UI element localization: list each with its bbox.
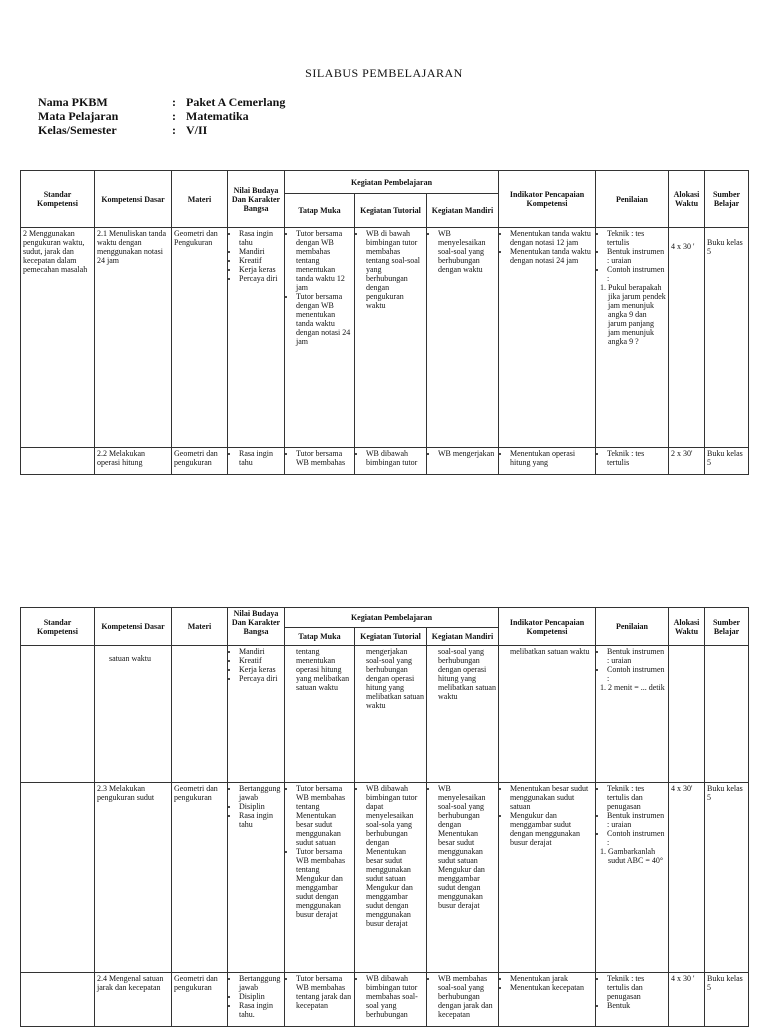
header-sumber-belajar: Sumber Belajar xyxy=(705,171,749,228)
list-item: • WB di bawah bimbingan tutor membahas tentang soal-soal yang berhubungan dengan pengukuran waktu xyxy=(366,229,424,310)
cell-kegiatan-mandiri xyxy=(427,973,499,1027)
list-item: • Mandiri xyxy=(239,647,282,656)
cell-kompetensi-dasar: 2.3 Melakukan pengukuran sudut xyxy=(95,783,172,973)
cell-kegiatan-mandiri xyxy=(427,448,499,475)
list-item: • Rasa ingin tahu xyxy=(239,229,282,247)
list-item: • Mengukur dan menggambar sudut dengan menggunakan busur derajat xyxy=(510,811,593,847)
info-row xyxy=(38,95,285,109)
info-key: Kelas/Semester xyxy=(38,123,117,137)
list-item: 1. Gambarkanlah sudut ABC = 40° xyxy=(608,847,666,865)
info-value: Matematika xyxy=(186,109,249,123)
list-item: • Menentukan operasi hitung yang xyxy=(510,449,593,467)
header-materi: Materi xyxy=(172,608,228,646)
table-row xyxy=(21,973,749,1027)
header-kegiatan-pembelajaran: Kegiatan Pembelajaran xyxy=(285,171,499,194)
cell-kompetensi-dasar: 2.2 Melakukan operasi hitung xyxy=(95,448,172,475)
list-item: • Teknik : tes tertulis xyxy=(607,229,666,247)
list-item: • Rasa ingin tahu xyxy=(239,811,282,829)
cell-alokasi-waktu xyxy=(669,646,705,783)
info-row xyxy=(38,123,285,137)
cell-tatap-muka xyxy=(285,228,355,448)
cell-alokasi-waktu: 4 x 30 ' xyxy=(669,228,705,448)
header-tatap-muka: Tatap Muka xyxy=(285,628,355,646)
cell-indikator xyxy=(499,783,596,973)
cell-kegiatan-tutorial xyxy=(355,228,427,448)
list-item: • Teknik : tes tertulis dan penugasan xyxy=(607,784,666,811)
list-item: • WB dibawah bimbingan tutor xyxy=(366,449,424,467)
header-kegiatan-mandiri: Kegiatan Mandiri xyxy=(427,628,499,646)
cell-nilai xyxy=(228,448,285,475)
header-sumber-belajar: Sumber Belajar xyxy=(705,608,749,646)
list-item: • Tutor bersama WB membahas tentang jarak dan kecepatan xyxy=(296,974,352,1010)
cell-materi: Geometri dan pengukuran xyxy=(172,783,228,973)
list-item: • Contoh instrumen : xyxy=(607,829,666,847)
table-row xyxy=(21,448,749,475)
table-row xyxy=(21,228,749,448)
cell-tatap-muka xyxy=(285,973,355,1027)
list-item: • Menentukan jarak xyxy=(510,974,593,983)
header-kompetensi-dasar: Kompetensi Dasar xyxy=(95,171,172,228)
cell-kompetensi-dasar: 2.4 Mengenal satuan jarak dan kecepatan xyxy=(95,973,172,1027)
cell-standar-kompetensi: 2 Menggunakan pengukuran waktu, sudut, jarak dan kecepatan dalam pemecahan masalah xyxy=(21,228,95,448)
header-kegiatan-pembelajaran: Kegiatan Pembelajaran xyxy=(285,608,499,628)
info-sep: : xyxy=(172,123,176,137)
cell-kompetensi-dasar: satuan waktu xyxy=(95,646,172,783)
cell-kegiatan-tutorial xyxy=(355,448,427,475)
cell-penilaian xyxy=(596,783,669,973)
list-item: • WB membahas soal-soal yang berhubungan dengan jarak dan kecepatan xyxy=(438,974,496,1019)
list-item: • Percaya diri xyxy=(239,274,282,283)
cell-standar-kompetensi xyxy=(21,973,95,1027)
list-item: • WB menyelesaikan soal-soal yang berhubungan dengan Menentukan besar sudut menggunakan sudut satuan Mengukur dan menggambar sudut dengan menggunakan busur derajat xyxy=(438,784,496,910)
cell-indikator xyxy=(499,973,596,1027)
header-alokasi-waktu: Alokasi Waktu xyxy=(669,171,705,228)
list-item: • WB dibawah bimbingan tutor membahas soal-soal yang berhubungan xyxy=(366,974,424,1019)
list-item: • Disiplin xyxy=(239,992,282,1001)
syllabus-table-2 xyxy=(20,607,749,1027)
cell-nilai xyxy=(228,228,285,448)
list-item: • Rasa ingin tahu. xyxy=(239,1001,282,1019)
header-tatap-muka: Tatap Muka xyxy=(285,194,355,228)
cell-kegiatan-tutorial xyxy=(355,973,427,1027)
cell-indikator xyxy=(499,228,596,448)
info-key: Mata Pelajaran xyxy=(38,109,119,123)
list-item: • WB mengerjakan xyxy=(438,449,496,458)
header-indikator: Indikator Pencapaian Kompetensi xyxy=(499,171,596,228)
header-standar-kompetensi: Standar Kompetensi xyxy=(21,608,95,646)
list-item: • Tutor bersama WB membahas tentang Menentukan besar sudut menggunakan sudut satuan xyxy=(296,784,352,847)
list-item: • Tutor bersama dengan WB membahas tentang menentukan tanda waktu 12 jam xyxy=(296,229,352,292)
cell-alokasi-waktu: 2 x 30' xyxy=(669,448,705,475)
cell-indikator: melibatkan satuan waktu xyxy=(499,646,596,783)
list-item: • Kerja keras xyxy=(239,665,282,674)
cell-kegiatan-mandiri: soal-soal yang berhubungan dengan operasi hitung yang melibatkan satuan waktu xyxy=(427,646,499,783)
info-value: V/II xyxy=(186,123,208,137)
header-kegiatan-tutorial: Kegiatan Tutorial xyxy=(355,628,427,646)
info-key: Nama PKBM xyxy=(38,95,108,109)
cell-standar-kompetensi xyxy=(21,783,95,973)
header-standar-kompetensi: Standar Kompetensi xyxy=(21,171,95,228)
cell-tatap-muka xyxy=(285,783,355,973)
list-item: • Menentukan tanda waktu dengan notasi 24 jam xyxy=(510,247,593,265)
header-kompetensi-dasar: Kompetensi Dasar xyxy=(95,608,172,646)
header-nilai-budaya: Nilai Budaya Dan Karakter Bangsa xyxy=(228,608,285,646)
cell-nilai xyxy=(228,783,285,973)
cell-sumber-belajar: Buku kelas 5 xyxy=(705,783,749,973)
cell-penilaian xyxy=(596,973,669,1027)
cell-kegiatan-tutorial: mengerjakan soal-soal yang berhubungan dengan operasi hitung yang melibatkan satuan waktu xyxy=(355,646,427,783)
list-item: • Bentuk instrumen : uraian xyxy=(607,647,666,665)
cell-alokasi-waktu: 4 x 30 ' xyxy=(669,973,705,1027)
cell-penilaian xyxy=(596,448,669,475)
cell-kompetensi-dasar: 2.1 Menuliskan tanda waktu dengan menggunakan notasi 24 jam xyxy=(95,228,172,448)
cell-standar-kompetensi xyxy=(21,448,95,475)
list-item: • Teknik : tes tertulis dan penugasan xyxy=(607,974,666,1001)
list-item: • Bertanggung jawab xyxy=(239,784,282,802)
cell-materi xyxy=(172,646,228,783)
info-sep: : xyxy=(172,109,176,123)
cell-indikator xyxy=(499,448,596,475)
cell-sumber-belajar: Buku kelas 5 xyxy=(705,448,749,475)
list-item: • Teknik : tes tertulis xyxy=(607,449,666,467)
list-item: • Tutor bersama WB membahas xyxy=(296,449,352,467)
cell-nilai xyxy=(228,646,285,783)
list-item: • Menentukan tanda waktu dengan notasi 12 jam xyxy=(510,229,593,247)
cell-materi: Geometri dan pengukuran xyxy=(172,973,228,1027)
cell-tatap-muka: tentang menentukan operasi hitung yang melibatkan satuan waktu xyxy=(285,646,355,783)
list-item: • Bentuk instrumen : uraian xyxy=(607,811,666,829)
document-title: SILABUS PEMBELAJARAN xyxy=(305,66,463,80)
list-item: • WB menyelesaikan soal-soal yang berhubungan dengan waktu xyxy=(438,229,496,274)
header-kegiatan-mandiri: Kegiatan Mandiri xyxy=(427,194,499,228)
list-item: • Kerja keras xyxy=(239,265,282,274)
list-item: • Kreatif xyxy=(239,256,282,265)
list-item: • Menentukan kecepatan xyxy=(510,983,593,992)
list-item: • Bentuk instrumen : uraian xyxy=(607,247,666,265)
cell-standar-kompetensi xyxy=(21,646,95,783)
cell-kegiatan-mandiri xyxy=(427,228,499,448)
info-block xyxy=(38,95,285,137)
list-item: • Kreatif xyxy=(239,656,282,665)
header-penilaian: Penilaian xyxy=(596,171,669,228)
cell-kegiatan-tutorial xyxy=(355,783,427,973)
cell-sumber-belajar xyxy=(705,646,749,783)
list-item: • Contoh instrumen : xyxy=(607,665,666,683)
info-row xyxy=(38,109,285,123)
list-item: • Disiplin xyxy=(239,802,282,811)
list-item: • Mandiri xyxy=(239,247,282,256)
table-row xyxy=(21,646,749,783)
list-item: • Bertanggung jawab xyxy=(239,974,282,992)
info-sep: : xyxy=(172,95,176,109)
cell-alokasi-waktu: 4 x 30' xyxy=(669,783,705,973)
cell-materi: Geometri dan Pengukuran xyxy=(172,228,228,448)
cell-penilaian xyxy=(596,228,669,448)
list-item: • WB dibawah bimbingan tutor dapat menyelesaikan soal-sola yang berhubungan dengan Menentukan besar sudut menggunakan sudut satuan Mengukur dan menggambar sudut dengan menggunakan busur derajat xyxy=(366,784,424,928)
syllabus-table-1 xyxy=(20,170,749,475)
list-item: • Percaya diri xyxy=(239,674,282,683)
list-item: • Tutor bersama WB membahas tentang Mengukur dan menggambar sudut dengan menggunakan busur derajat xyxy=(296,847,352,919)
list-item: 1. Pukul berapakah jika jarum pendek jam menunjuk angka 9 dan jarum panjang jam menunjuk angka 9 ? xyxy=(608,283,666,346)
info-value: Paket A Cemerlang xyxy=(186,95,286,109)
list-item: • Menentukan besar sudut menggunakan sudut satuan xyxy=(510,784,593,811)
cell-tatap-muka xyxy=(285,448,355,475)
list-item: 1. 2 menit = ... detik xyxy=(608,683,666,692)
cell-sumber-belajar: Buku kelas 5 xyxy=(705,228,749,448)
cell-materi: Geometri dan pengukuran xyxy=(172,448,228,475)
list-item: • Bentuk xyxy=(607,1001,666,1010)
list-item: • Tutor bersama dengan WB menentukan tanda waktu dengan notasi 24 jam xyxy=(296,292,352,346)
cell-kegiatan-mandiri xyxy=(427,783,499,973)
header-indikator: Indikator Pencapaian Kompetensi xyxy=(499,608,596,646)
list-item: • Contoh instrumen : xyxy=(607,265,666,283)
cell-penilaian xyxy=(596,646,669,783)
header-kegiatan-tutorial: Kegiatan Tutorial xyxy=(355,194,427,228)
list-item: • Rasa ingin tahu xyxy=(239,449,282,467)
cell-nilai xyxy=(228,973,285,1027)
table-row xyxy=(21,783,749,973)
header-penilaian: Penilaian xyxy=(596,608,669,646)
header-materi: Materi xyxy=(172,171,228,228)
header-alokasi-waktu: Alokasi Waktu xyxy=(669,608,705,646)
cell-sumber-belajar: Buku kelas 5 xyxy=(705,973,749,1027)
header-nilai-budaya: Nilai Budaya Dan Karakter Bangsa xyxy=(228,171,285,228)
